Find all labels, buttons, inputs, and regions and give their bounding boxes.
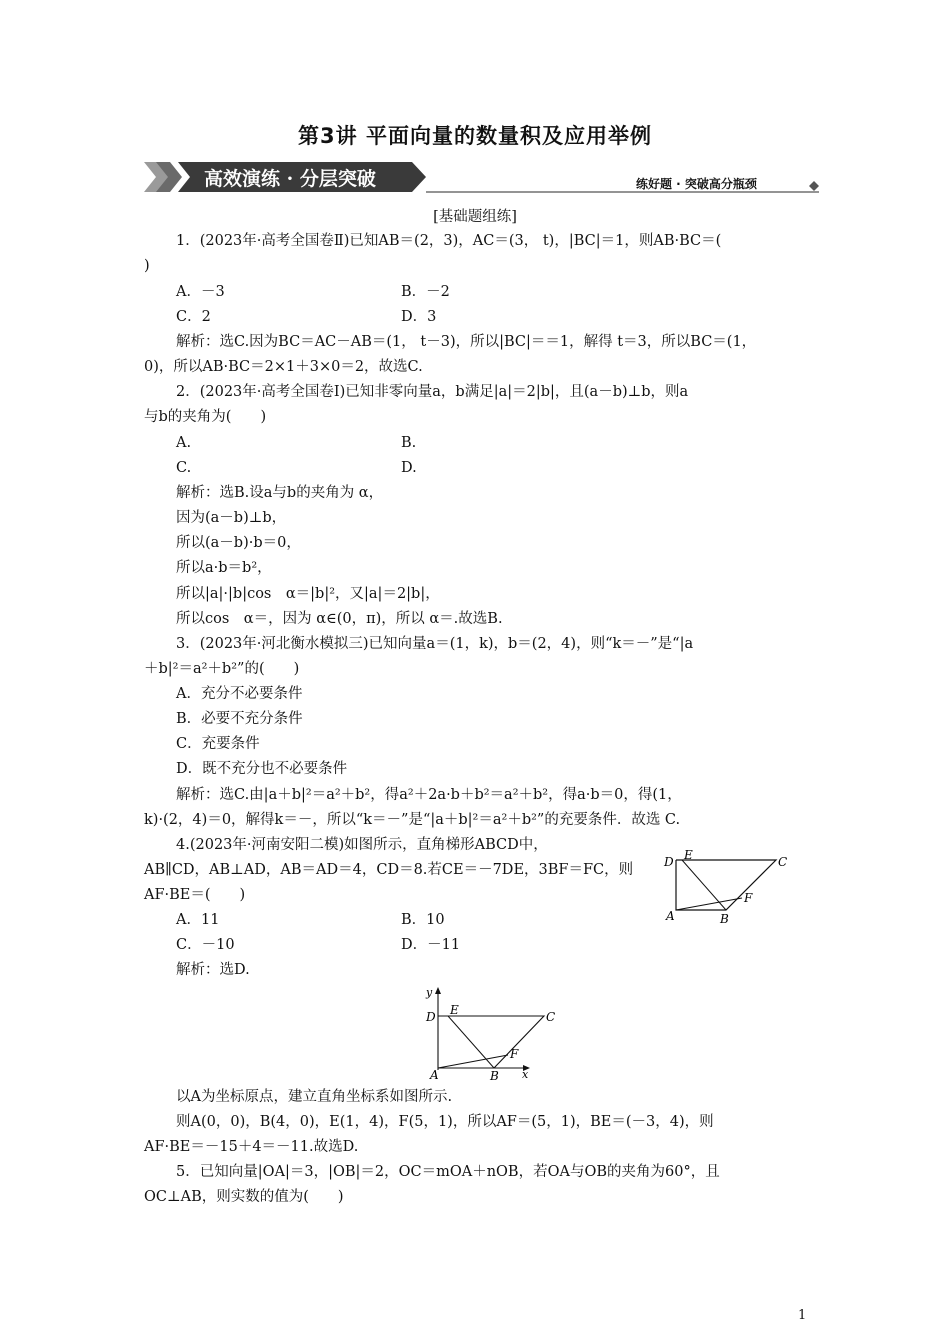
q3-solution-cont: k)·(2，4)＝0，解得k＝－，所以“k＝－”是“|a＋b|²＝a²＋b²”的充要条件．故选 C. [144, 812, 681, 828]
q1-solution-cont: 0)，所以AB·BC＝2×1＋3×0＝2，故选C. [144, 359, 423, 375]
svg-text:y: y [426, 986, 433, 999]
q1-option-d: D．3 [401, 309, 437, 325]
q4-stem-cont: AB∥CD，AB⊥AD，AB＝AD＝4，CD＝8.若CE＝－7DE，3BF＝FC，则 [144, 862, 634, 878]
q4-option-c: C．－10 [176, 937, 235, 953]
q1-option-b: B．－2 [401, 284, 450, 300]
q4-solution-cont: AF·BE＝－15＋4＝－11.故选D. [144, 1139, 359, 1155]
q1-stem: 1．(2023年·高考全国卷Ⅱ)已知AB＝(2，3)，AC＝(3， t)，|BC|＝1，则AB·BC＝( [176, 233, 722, 249]
q1-option-c: C．2 [176, 309, 211, 325]
svg-text:B: B [720, 912, 729, 926]
q2-solution-line: 所以(a－b)·b＝0， [176, 535, 301, 551]
q2-option-c: C. [176, 460, 192, 476]
q4-solution-cont: 以A为坐标原点，建立直角坐标系如图所示. [176, 1089, 453, 1105]
svg-text:E: E [450, 1003, 459, 1017]
q1-stem-cont: ) [144, 258, 150, 274]
q4-option-d: D．－11 [401, 937, 461, 953]
q2-solution-line: 解析：选B.设a与b的夹角为 α， [176, 485, 384, 501]
q4-option-b: B．10 [401, 912, 445, 928]
q3-option-b: B．必要不充分条件 [176, 711, 303, 727]
q2-solution-line: 所以a·b＝b²， [176, 560, 272, 576]
q4-stem: 4.(2023年·河南安阳二模)如图所示，直角梯形ABCD中， [176, 837, 548, 853]
q2-solution-line: 所以cos α＝，因为 α∈(0，π)，所以 α＝.故选B. [176, 611, 503, 627]
svg-text:C: C [546, 1010, 556, 1024]
q4-stem-cont: AF·BE＝( ) [144, 887, 246, 903]
q3-option-a: A．充分不必要条件 [176, 686, 303, 702]
banner-left-text: 高效演练 · 分层突破 [204, 168, 376, 190]
page-number: 1 [798, 1308, 807, 1323]
section-heading: [基础题组练] [433, 209, 517, 225]
svg-text:B: B [490, 1069, 499, 1080]
svg-text:C: C [778, 855, 788, 869]
svg-text:D: D [664, 855, 674, 869]
q3-option-d: D．既不充分也不必要条件 [176, 761, 348, 777]
q2-stem-cont: 与b的夹角为( ) [144, 409, 267, 425]
coordinate-figure [422, 984, 562, 1080]
q3-stem-cont: ＋b|²＝a²＋b²”的( ) [144, 661, 300, 677]
q4-option-a: A．11 [176, 912, 220, 928]
q2-solution-line: 因为(a－b)⊥b， [176, 510, 287, 526]
svg-text:x: x [522, 1068, 529, 1080]
q3-stem: 3．(2023年·河北衡水模拟三)已知向量a＝(1，k)，b＝(2，4)，则“k＝－”是“|a [176, 636, 694, 652]
q1-option-a: A．－3 [176, 284, 225, 300]
banner-right-text: 练好题 · 突破高分瓶颈 [636, 177, 757, 191]
q5-stem: 5．已知向量|OA|＝3，|OB|＝2，OC＝mOA＋nOB，若OA与OB的夹角为60°，且 [176, 1164, 720, 1180]
q3-solution: 解析：选C.由|a＋b|²＝a²＋b²，得a²＋2a·b＋b²＝a²＋b²，得a·b＝0，得(1， [176, 787, 682, 803]
q2-option-b: B. [401, 435, 417, 451]
q1-solution: 解析：选C.因为BC＝AC－AB＝(1， t－3)，所以|BC|＝＝1，解得 t＝3，所以BC＝(1， [176, 334, 757, 350]
svg-text:F: F [510, 1047, 519, 1061]
page-title: 第3讲 平面向量的数量积及应用举例 [298, 124, 652, 148]
svg-text:A: A [430, 1068, 439, 1080]
trapezoid-figure [662, 850, 792, 928]
svg-text:D: D [426, 1010, 436, 1024]
q2-option-a: A. [176, 435, 192, 451]
svg-text:F: F [744, 891, 753, 905]
q3-option-c: C．充要条件 [176, 736, 260, 752]
svg-text:E: E [684, 850, 693, 862]
q2-solution-line: 所以|a|·|b|cos α＝|b|²，又|a|＝2|b|， [176, 586, 440, 602]
q2-stem: 2．(2023年·高考全国卷Ⅰ)已知非零向量a，b满足|a|＝2|b|，且(a－b)⊥b，则a [176, 384, 689, 400]
svg-text:A: A [666, 909, 675, 923]
q4-solution: 解析：选D. [176, 962, 250, 978]
q2-option-d: D. [401, 460, 417, 476]
q4-solution-cont: 则A(0，0)，B(4，0)，E(1，4)，F(5，1)，所以AF＝(5，1)，BE＝(－3，4)，则 [176, 1114, 714, 1130]
diamond-icon [809, 181, 819, 191]
q5-stem-cont: OC⊥AB，则实数的值为( ) [144, 1189, 344, 1205]
